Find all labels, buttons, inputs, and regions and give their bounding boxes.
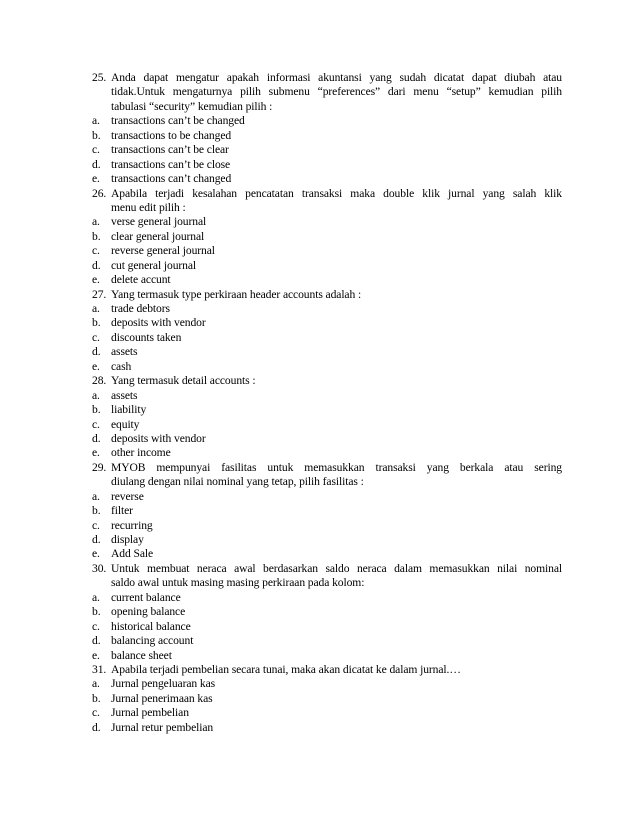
answer-option [92, 649, 562, 663]
option-text: transactions can’t changed [111, 172, 232, 186]
answer-option [92, 244, 562, 258]
answer-option [92, 331, 562, 345]
question-text: Anda dapat mengatur apakah informasi akuntansi yang sudah dicatat dapat diubah atau [111, 71, 562, 84]
answer-option [92, 504, 562, 518]
option-text: cut general journal [111, 258, 197, 272]
option-letter: d. [92, 533, 101, 546]
question-number: 26. [92, 186, 107, 200]
question-number [92, 576, 111, 590]
option-text: assets [111, 388, 138, 402]
answer-option [92, 360, 562, 374]
option-text: historical balance [111, 619, 191, 633]
option-text: recurring [111, 518, 153, 532]
question-continuation-line [92, 576, 562, 590]
answer-option [92, 418, 562, 432]
question-number: 28. [92, 374, 107, 388]
option-text: Jurnal pembelian [111, 706, 189, 720]
answer-option [92, 721, 562, 735]
option-text: display [111, 533, 144, 546]
option-text: clear general journal [111, 229, 205, 243]
answer-option [92, 129, 562, 143]
option-letter: e. [92, 172, 100, 186]
question-block [92, 663, 562, 735]
answer-option [92, 403, 562, 417]
question-line [92, 288, 562, 302]
question-continuation-line [92, 85, 562, 99]
option-text: transactions can’t be close [111, 157, 231, 171]
answer-option [92, 389, 562, 403]
question-line [92, 461, 562, 475]
option-letter: a. [92, 302, 100, 315]
option-text: balancing account [111, 634, 194, 648]
option-letter: d. [92, 345, 101, 359]
option-text: trade debtors [111, 302, 170, 315]
question-line [92, 374, 562, 388]
question-text: saldo awal untuk masing masing perkiraan pada kolom: [111, 576, 365, 590]
option-letter: a. [92, 114, 100, 128]
question-number: 30. [92, 561, 107, 575]
question-number [92, 475, 111, 489]
option-letter: a. [92, 215, 100, 229]
question-continuation-line [92, 100, 562, 114]
question-text: Apabila terjadi kesalahan pencatatan transaksi maka double klik jurnal yang salah klik [111, 186, 562, 200]
option-text: delete accunt [111, 273, 171, 287]
question-number: 27. [92, 287, 107, 301]
option-letter: b. [92, 691, 101, 705]
question-text: Untuk membuat neraca awal berdasarkan saldo neraca dalam memasukkan nilai nominal [111, 561, 562, 575]
option-letter: b. [92, 504, 101, 518]
option-letter: e. [92, 648, 100, 662]
option-letter: e. [92, 359, 100, 373]
question-number [92, 100, 111, 114]
answer-option [92, 316, 562, 330]
answer-option [92, 706, 562, 720]
option-text: opening balance [111, 605, 186, 619]
question-number: 25. [92, 71, 107, 84]
question-block [92, 288, 562, 375]
option-letter: c. [92, 619, 100, 633]
answer-option [92, 230, 562, 244]
answer-option [92, 172, 562, 186]
option-text: Jurnal pengeluaran kas [111, 677, 216, 691]
option-letter: d. [92, 634, 101, 648]
document-page [92, 71, 562, 735]
answer-option [92, 547, 562, 561]
option-letter: d. [92, 720, 101, 734]
answer-option [92, 114, 562, 128]
option-text: other income [111, 446, 171, 460]
option-letter: c. [92, 244, 100, 258]
option-text: transactions to be changed [111, 128, 232, 142]
option-text: cash [111, 359, 132, 373]
answer-option [92, 605, 562, 619]
answer-option [92, 259, 562, 273]
option-letter: c. [92, 330, 100, 344]
question-text: Yang termasuk detail accounts : [111, 374, 256, 388]
option-letter: a. [92, 677, 100, 691]
option-letter: d. [92, 157, 101, 171]
option-letter: a. [92, 388, 100, 402]
question-text: Yang termasuk type perkiraan header accounts adalah : [111, 287, 362, 301]
option-letter: c. [92, 417, 100, 431]
option-text: deposits with vendor [111, 316, 206, 330]
answer-option [92, 273, 562, 287]
option-letter: e. [92, 547, 100, 561]
option-letter: a. [92, 489, 100, 503]
question-text: diulang dengan nilai nominal yang tetap, pilih fasilitas : [111, 475, 364, 489]
option-letter: d. [92, 431, 101, 445]
question-text: MYOB mempunyai fasilitas untuk memasukkan transaksi yang berkala atau sering [111, 460, 562, 474]
option-text: transactions can’t be changed [111, 114, 245, 128]
answer-option [92, 620, 562, 634]
question-number: 29. [92, 460, 107, 474]
question-block [92, 562, 562, 663]
option-letter: b. [92, 605, 101, 619]
question-block [92, 374, 562, 461]
answer-option [92, 143, 562, 157]
question-number: 31. [92, 662, 107, 676]
question-number [92, 85, 111, 99]
option-text: equity [111, 417, 140, 431]
option-text: deposits with vendor [111, 431, 206, 445]
option-letter: c. [92, 706, 100, 720]
option-text: Jurnal penerimaan kas [111, 691, 213, 705]
question-line [92, 663, 562, 677]
option-letter: a. [92, 590, 100, 604]
question-line [92, 71, 562, 85]
option-text: liability [111, 403, 147, 417]
answer-option [92, 215, 562, 229]
answer-option [92, 634, 562, 648]
option-letter: c. [92, 143, 100, 157]
question-block [92, 461, 562, 562]
answer-option [92, 490, 562, 504]
answer-option [92, 432, 562, 446]
answer-option [92, 519, 562, 533]
option-text: verse general journal [111, 215, 207, 229]
option-letter: b. [92, 316, 101, 330]
option-text: reverse [111, 489, 144, 503]
option-text: Jurnal retur pembelian [111, 720, 214, 734]
answer-option [92, 345, 562, 359]
answer-option [92, 446, 562, 460]
question-continuation-line [92, 201, 562, 215]
question-line [92, 562, 562, 576]
option-text: reverse general journal [111, 244, 215, 258]
option-letter: b. [92, 128, 101, 142]
question-block [92, 71, 562, 187]
answer-option [92, 692, 562, 706]
answer-option [92, 591, 562, 605]
option-letter: e. [92, 446, 100, 460]
option-text: balance sheet [111, 648, 172, 662]
option-letter: c. [92, 518, 100, 532]
answer-option [92, 533, 562, 547]
answer-option [92, 158, 562, 172]
option-text: assets [111, 345, 138, 359]
option-letter: b. [92, 229, 101, 243]
option-text: current balance [111, 590, 181, 604]
option-letter: e. [92, 273, 100, 287]
question-line [92, 187, 562, 201]
option-text: discounts taken [111, 330, 182, 344]
question-text: tidak.Untuk mengaturnya pilih submenu “preferences” dari menu “setup” kemudian pilih [111, 85, 562, 99]
option-text: filter [111, 504, 133, 518]
option-letter: d. [92, 258, 101, 272]
option-text: Add Sale [111, 547, 154, 561]
question-number [92, 201, 111, 215]
question-text: Apabila terjadi pembelian secara tunai, maka akan dicatat ke dalam jurnal.… [111, 662, 461, 676]
option-letter: b. [92, 403, 101, 417]
question-text: menu edit pilih : [111, 200, 186, 214]
answer-option [92, 302, 562, 316]
option-text: transactions can’t be clear [111, 143, 229, 157]
answer-option [92, 677, 562, 691]
question-block [92, 187, 562, 288]
question-text: tabulasi “security” kemudian pilih : [111, 99, 273, 113]
question-continuation-line [92, 475, 562, 489]
